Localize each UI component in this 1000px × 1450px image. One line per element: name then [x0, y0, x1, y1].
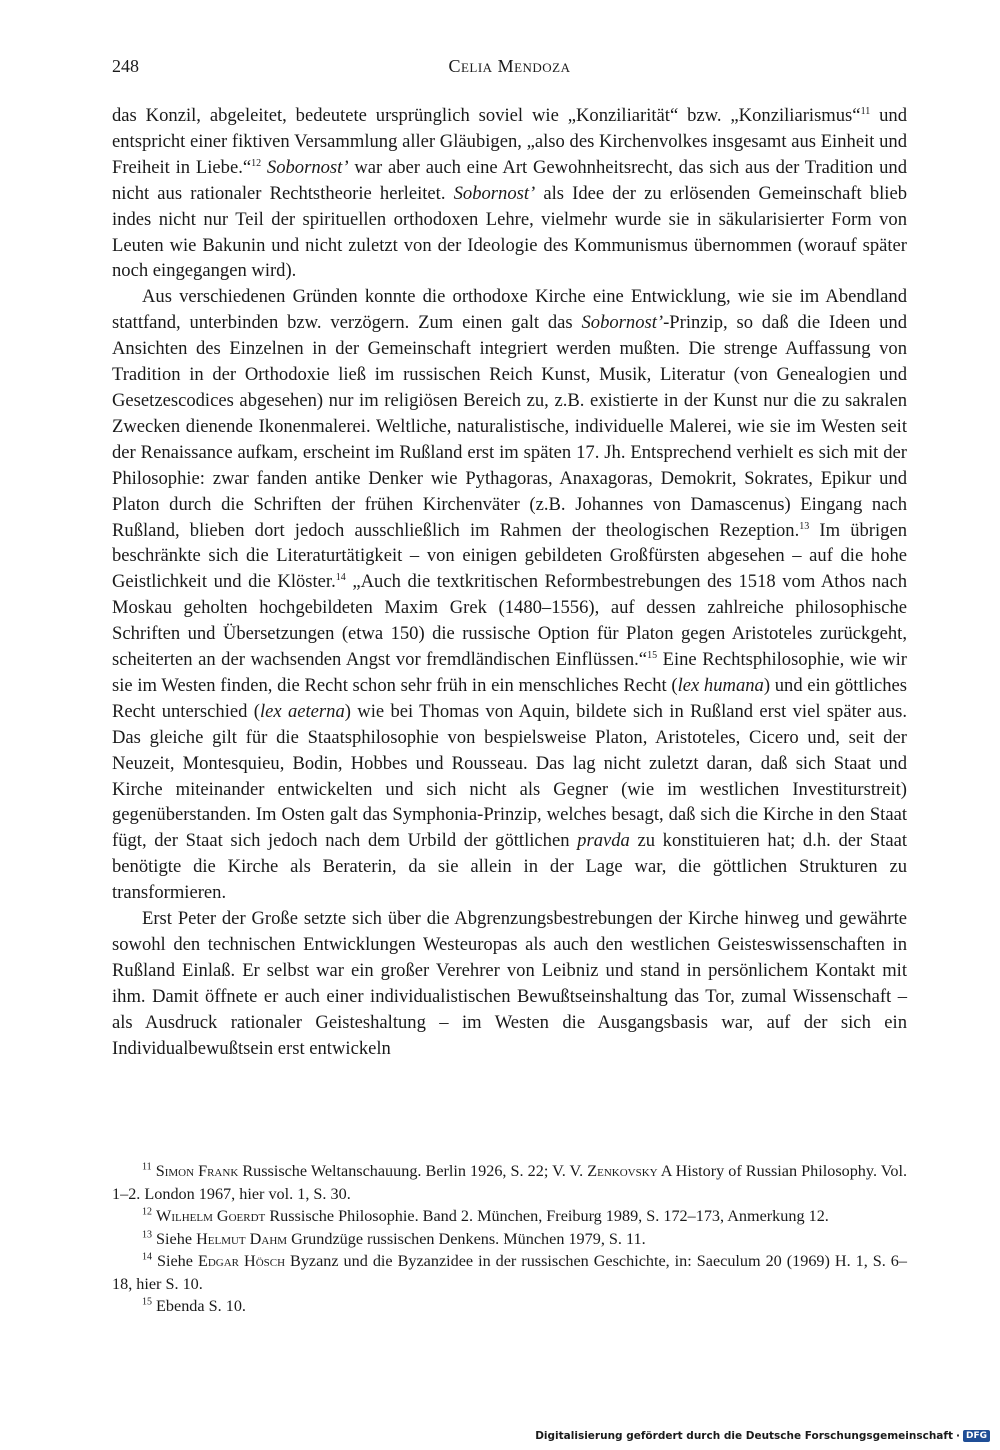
- text-run: Siehe: [152, 1229, 197, 1248]
- author-name: Zenkovsky: [587, 1162, 658, 1180]
- dfg-logo: DFG: [963, 1430, 990, 1442]
- text-run: Siehe: [152, 1252, 198, 1270]
- footnote-marker: 12: [251, 157, 262, 169]
- text-run: als Idee der zu erlösenden Gemeinschaft blieb indes nicht nur Teil der spirituellen orthodoxen Lehre, vielmehr wurde sie in säkularisierter Form von Leuten wie Bakunin und nicht zuletzt von der Ideologie des Kommunismus übernommen (worauf später noch eingegangen wird).: [112, 182, 908, 282]
- italic-term: Sobornost’: [266, 156, 349, 178]
- text-run: -Prinzip, so daß die Ideen und Ansichten des Einzelnen in der Gemeinschaft integriert werden mußten. Die strenge Auffassung von Tradition in der Orthodoxie ließ im russischen Reich Kunst, Musik, Literatur (von Genealogien und Gesetzescodices abgesehen) nur im religiösen Bereich zu, z.B. existierte in der Kunst nur die zu sakralen Zwecken dienende Ikonenmalerei. Weltliche, naturalistische, individuelle Malerei, wie sie im Westen seit der Renaissance aufkam, erscheint im Rußland erst im späten 17. Jh. Entsprechend verhielt es sich mit der Philosophie: zwar fanden antike Denker wie Pythagoras, Anaxagoras, Demokrit, Sokrates, Epikur und Platon durch die Schriften der frühen Kirchenväter (z.B. Johannes von Damascenus) Eingang nach Rußland, blieben dort jedoch ausschließlich im Rahmen der theologischen Rezeption.: [112, 312, 907, 541]
- dfg-credit: Digitalisierung gefördert durch die Deutsche Forschungsgemeinschaft · DFG: [535, 1430, 990, 1442]
- italic-term: Sobornost’: [581, 312, 664, 334]
- italic-term: lex humana: [677, 674, 764, 696]
- text-run: Im übrigen beschränkte sich die Literaturtätigkeit – von einigen gebildeten Großfürsten abgesehen – auf die hohe Geistlichkeit und die Klöster.: [112, 519, 907, 593]
- paragraph-1: [112, 103, 907, 284]
- text-run: zu konstituieren hat; d.h. der Staat benötigte die Kirche als Beraterin, da sie allein in der Lage war, die göttlichen Strukturen zu transformieren.: [112, 830, 908, 904]
- text-run: ) wie bei Thomas von Aquin, bildete sich in Rußland erst viel später aus. Das gleiche gilt für die Staatsphilosophie von bespielsweise Platon, Aristoteles, Cicero und, seit der Neuzeit, Montesquieu, Bodin, Hobbes und Rousseau. Das lag nicht zuletzt daran, daß sich Staat und Kirche miteinander entwickelten und sich nicht als Gegner (wie im westlichen Investiturstreit) gegenüberstanden. Im Osten galt das Symphonia-Prinzip, welches besagt, daß sich die Kirche in den Staat fügt, der Staat sich jedoch nach dem Urbild der göttlichen: [112, 700, 907, 852]
- footnote-marker: 11: [860, 105, 871, 117]
- text-run: Grundzüge russischen Denkens. München 1979, S. 11.: [287, 1229, 646, 1248]
- footnote-marker: 13: [142, 1229, 152, 1241]
- text-run: war aber auch eine Art Gewohnheitsrecht, das sich aus der Tradition und nicht aus rationaler Rechtstheorie herleitet.: [112, 156, 907, 204]
- text-run: Eine Rechtsphilosophie, wie wir sie im Westen finden, die Recht schon sehr früh in ein menschliches Recht (: [112, 649, 908, 696]
- footnote-11: [112, 1160, 907, 1205]
- footnote-13: [112, 1228, 907, 1251]
- text-run: das Konzil, abgeleitet, bedeutete ursprünglich soviel wie „Konziliarität“ bzw. „Konziliarismus“: [112, 105, 861, 126]
- author-name: Wilhelm Goerdt: [156, 1207, 266, 1225]
- text-run: Erst Peter der Große setzte sich über die Abgrenzungsbestrebungen der Kirche hinweg und gewährte sowohl den technischen Entwicklungen Westeuropas als auch den westlichen Geisteswissenschaften in Rußland Einlaß. Er selbst war ein großer Verehrer von Leibniz und stand in persönlichem Kontakt mit ihm. Damit öffnete er auch einer individualistischen Bewußtseinshaltung das Tor, zumal Wissenschaft – als Ausdruck rationaler Geisteshaltung – im Westen die Ausgangsbasis war, auf der sich ein Individualbewußtsein erst entwickeln: [112, 908, 907, 1059]
- text-run: und entspricht einer fiktiven Versammlung aller Gläubigen, „also des Kirchenvolkes insgesamt aus Einheit und Freiheit in Liebe.“: [112, 105, 907, 178]
- italic-term: lex aeterna: [259, 700, 345, 722]
- body-text: [112, 103, 907, 1062]
- italic-term: Sobornost’: [453, 182, 536, 204]
- text-run: Ebenda S. 10.: [152, 1297, 246, 1315]
- footnote-marker: 12: [142, 1206, 152, 1218]
- italic-term: pravda: [577, 830, 630, 852]
- text-run: Aus verschiedenen Gründen konnte die orthodoxe Kirche eine Entwicklung, wie sie im Abendland stattfand, unterbinden bzw. verzögern. Zum einen galt das: [112, 286, 907, 334]
- footnote-15: [112, 1295, 907, 1318]
- author-name: Edgar Hösch: [197, 1252, 286, 1270]
- text-run: A History of Russian Philosophy. Vol. 1–2. London 1967, hier vol. 1, S. 30.: [112, 1162, 907, 1203]
- footnote-marker: 15: [142, 1296, 152, 1308]
- paragraph-3: [112, 906, 907, 1061]
- page-number: 248: [112, 56, 139, 76]
- text-run: ) und ein göttliches Recht unterschied (: [112, 674, 908, 722]
- text-run: Russische Philosophie. Band 2. München, Freiburg 1989, S. 172–173, Anmerkung 12.: [265, 1207, 829, 1225]
- text-run: „Auch die textkritischen Reformbestrebungen des 1518 vom Athos nach Moskau geholten hochgebildeten Maxim Grek (1480–1556), auf dessen zahlreiche philosophische Schriften und Übersetzungen (etwa 150) die russische Option für Platon gegen Aristoteles zurückgeht, scheiterten an der wachsenden Angst vor fremdländischen Einflüssen.“: [112, 571, 907, 671]
- footnotes: [112, 1160, 907, 1318]
- paragraph-2: [112, 284, 907, 906]
- text-run: Russische Weltanschauung. Berlin 1926, S. 22; V. V.: [238, 1162, 588, 1180]
- author-name: Helmut Dahm: [196, 1229, 288, 1248]
- footnote-12: [112, 1205, 907, 1228]
- footnote-14: [112, 1250, 907, 1295]
- footnote-marker: 15: [647, 649, 658, 661]
- author-name: Simon Frank: [155, 1162, 239, 1180]
- text-run: Byzanz und die Byzanzidee in der russischen Geschichte, in: Saeculum 20 (1969) H. 1, S. 6–18, hier S. 10.: [112, 1252, 907, 1293]
- footnote-marker: 14: [142, 1251, 152, 1263]
- footnote-marker: 11: [142, 1161, 152, 1173]
- footnote-marker: 14: [335, 572, 346, 584]
- running-head: Celia Mendoza: [448, 56, 571, 76]
- dfg-credit-text: Digitalisierung gefördert durch die Deutsche Forschungsgemeinschaft: [535, 1430, 953, 1442]
- page-header: [112, 56, 907, 84]
- footnote-marker: 13: [799, 520, 810, 532]
